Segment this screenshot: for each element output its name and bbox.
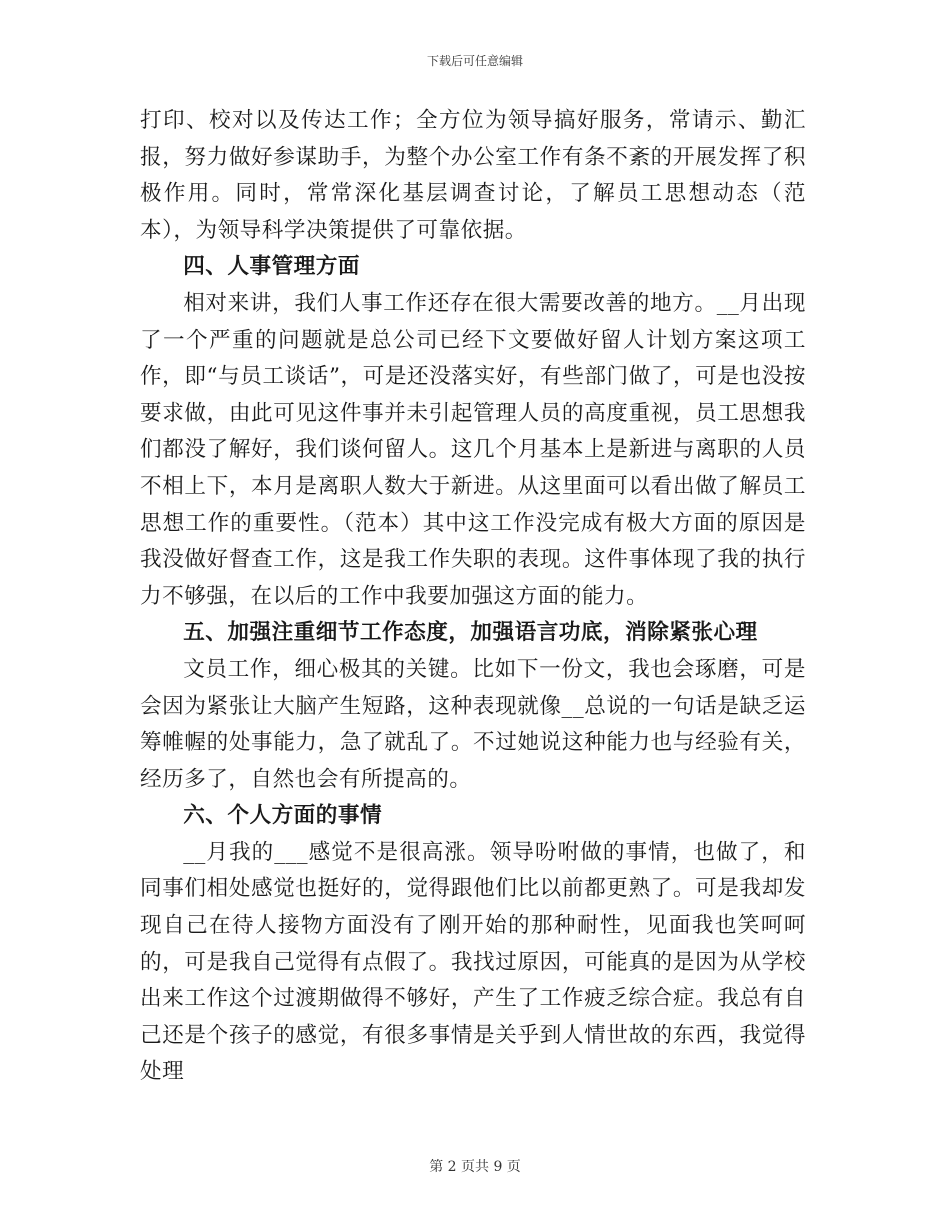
paragraph-personal: __月我的___感觉不是很高涨。领导吩咐做的事情，也做了，和同事们相处感觉也挺好的，觉得跟他们比以前都更熟了。可是我却发现自己在待人接物方面没有了刚开始的那种耐性，见面我也笑呵呵的，可是我自己觉得有点假了。我找过原因，可能真的是因为从学校出来工作这个过渡期做得不够好，产生了工作疲乏综合症。我总有自己还是个孩子的感觉，有很多事情是关乎到人情世故的东西，我觉得处理 (140, 839, 806, 1085)
paragraph-personnel: 相对来讲，我们人事工作还存在很大需要改善的地方。__月出现了一个严重的问题就是总公司已经下文要做好留人计划方案这项工作，即“与员工谈话”，可是还没落实好，有些部门做了，可是也没按要求做，由此可见这件事并未引起管理人员的高度重视，员工思想我们都没了解好，我们谈何留人。这几个月基本上是新进与离职的人员不相上下，本月是离职人数大于新进。从这里面可以看出做了解员工思想工作的重要性。（范本）其中这工作没完成有极大方面的原因是我没做好督查工作，这是我工作失职的表现。这件事体现了我的执行力不够强，在以后的工作中我要加强这方面的能力。 (140, 290, 806, 609)
paragraph-attitude: 文员工作，细心极其的关键。比如下一份文，我也会琢磨，可是会因为紧张让大脑产生短路，这种表现就像__总说的一句话是缺乏运筹帷幄的处事能力，急了就乱了。不过她说这种能力也与经验有关，经历多了，自然也会有所提高的。 (140, 656, 806, 792)
paragraph-office-service: 打印、校对以及传达工作；全方位为领导搞好服务，常请示、勤汇报，努力做好参谋助手，为整个办公室工作有条不紊的开展发挥了积极作用。同时，常常深化基层调查讨论，了解员工思想动态（范本），为领导科学决策提供了可靠依据。 (140, 108, 806, 243)
section-heading-personal: 六、个人方面的事情 (183, 803, 383, 829)
section-heading-personnel: 四、人事管理方面 (183, 254, 360, 280)
page-header: 下载后可任意编辑 (426, 54, 523, 68)
page-footer: 第 2 页共 9 页 (429, 1159, 521, 1175)
document-body (140, 103, 806, 1091)
section-heading-attitude: 五、加强注重细节工作态度，加强语言功底，消除紧张心理 (183, 620, 758, 646)
